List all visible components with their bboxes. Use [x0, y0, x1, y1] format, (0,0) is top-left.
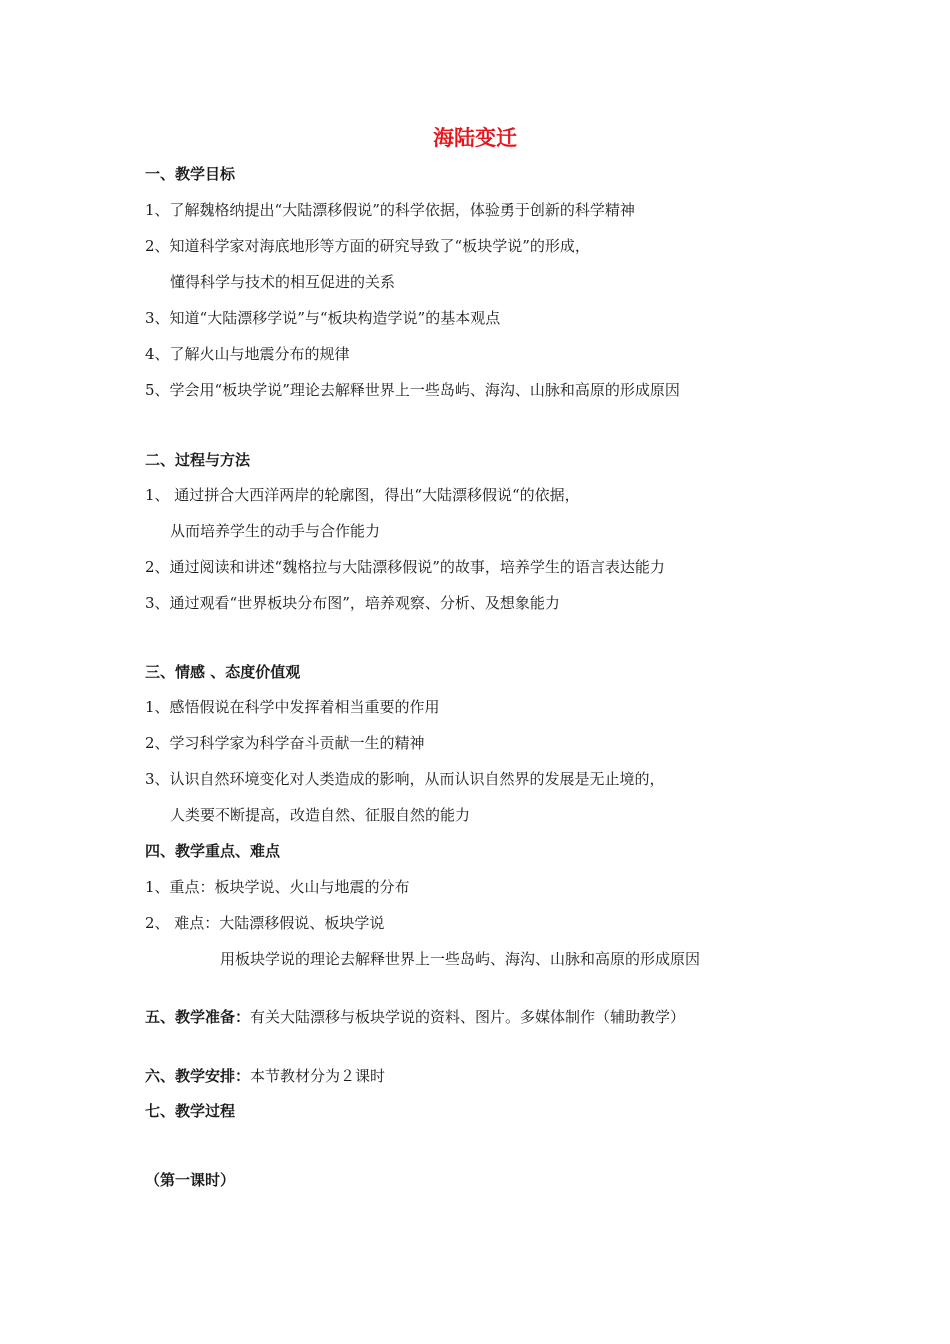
key-point-item-1: 1、重点：板块学说、火山与地震的分布 [145, 878, 410, 896]
preparation-line [145, 1007, 685, 1027]
values-item-1: 1、感悟假说在科学中发挥着相当重要的作用 [145, 698, 440, 716]
objective-item-4: 4、了解火山与地震分布的规律 [145, 345, 350, 363]
section-heading-objectives: 一、教学目标 [145, 165, 236, 183]
key-point-item-2-cont: 用板块学说的理论去解释世界上一些岛屿、海沟、山脉和高原的形成原因 [220, 950, 701, 968]
objective-item-2-cont: 懂得科学与技术的相互促进的关系 [170, 273, 396, 291]
preparation-text: 有关大陆漂移与板块学说的资料、图片。多媒体制作（辅助教学） [250, 1008, 686, 1026]
section-heading-values: 三、情感 、态度价值观 [145, 663, 301, 681]
section-heading-preparation: 五、教学准备： [145, 1008, 251, 1026]
objective-item-3: 3、知道“大陆漂移学说”与“板块构造学说”的基本观点 [145, 309, 501, 327]
process-item-3: 3、通过观看“世界板块分布图”，培养观察、分析、及想象能力 [145, 594, 560, 612]
arrangement-line [145, 1066, 385, 1086]
process-item-1-cont: 从而培养学生的动手与合作能力 [170, 522, 381, 540]
section-heading-arrangement: 六、教学安排： [145, 1067, 251, 1085]
section-heading-key-points: 四、教学重点、难点 [145, 842, 281, 860]
values-item-3: 3、认识自然环境变化对人类造成的影响，从而认识自然界的发展是无止境的， [145, 770, 665, 788]
section-heading-teaching-process: 七、教学过程 [145, 1102, 236, 1120]
objective-item-1: 1、了解魏格纳提出“大陆漂移假说”的科学依据，体验勇于创新的科学精神 [145, 201, 635, 219]
key-point-item-2: 2、 难点：大陆漂移假说、板块学说 [145, 914, 385, 932]
section-heading-process: 二、过程与方法 [145, 451, 251, 469]
process-item-1: 1、 通过拼合大西洋两岸的轮廓图，得出“大陆漂移假说“的依据， [145, 486, 580, 504]
values-item-3-cont: 人类要不断提高，改造自然、征服自然的能力 [170, 806, 471, 824]
page-title: 海陆变迁 [433, 126, 517, 150]
values-item-2: 2、学习科学家为科学奋斗贡献一生的精神 [145, 734, 425, 752]
process-item-2: 2、通过阅读和讲述“魏格拉与大陆漂移假说”的故事，培养学生的语言表达能力 [145, 558, 665, 576]
lesson-one-label: （第一课时） [145, 1171, 236, 1189]
arrangement-text: 本节教材分为２课时 [250, 1067, 386, 1085]
objective-item-2: 2、知道科学家对海底地形等方面的研究导致了“板块学说”的形成， [145, 237, 590, 255]
objective-item-5: 5、学会用“板块学说”理论去解释世界上一些岛屿、海沟、山脉和高原的形成原因 [145, 381, 680, 399]
